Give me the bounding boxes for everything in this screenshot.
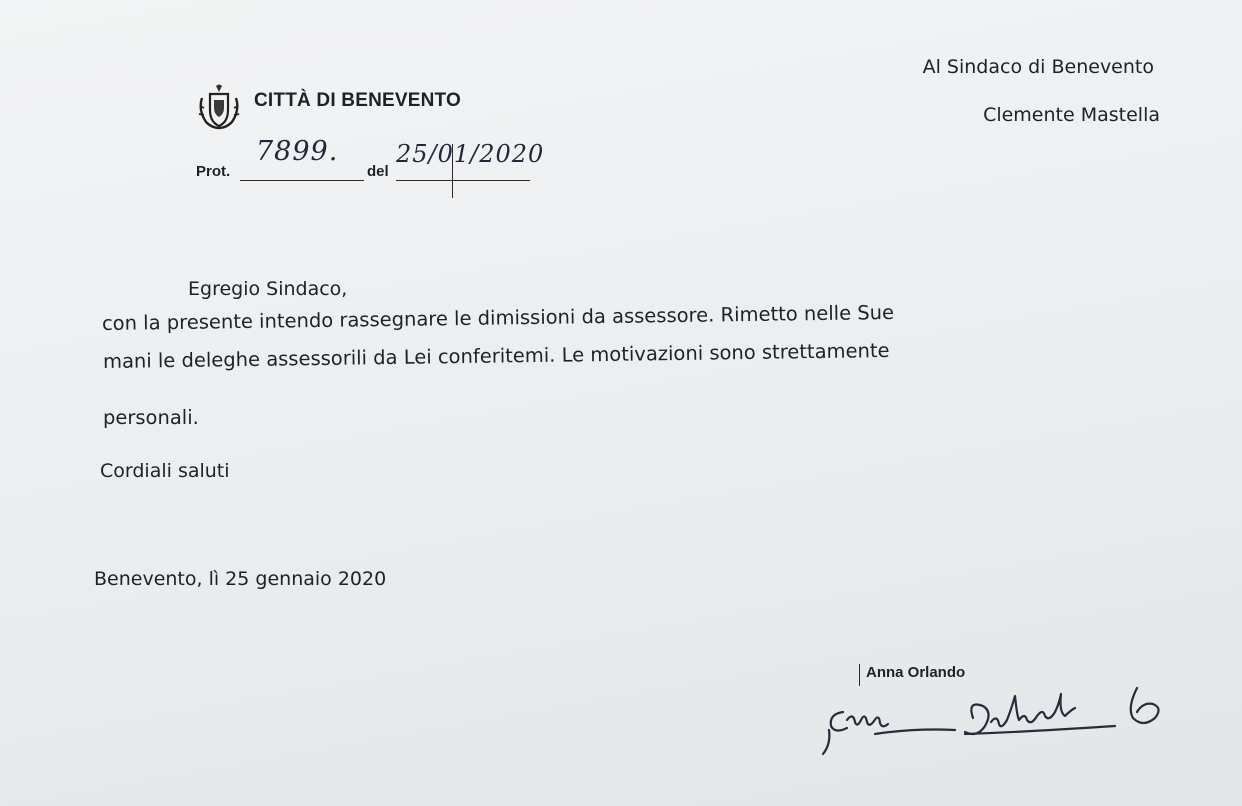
protocol-number: 7899. [256, 136, 339, 167]
stamp-city-name: CITTÀ DI BENEVENTO [254, 90, 461, 111]
recipient-name: Clemente Mastella [983, 104, 1160, 126]
date-label: del [367, 163, 389, 180]
place-and-date: Benevento, lì 25 gennaio 2020 [94, 568, 387, 590]
closing: Cordiali saluti [100, 460, 230, 482]
body-line: con la presente intendo rassegnare le dimissioni da assessore. Rimetto nelle Sue [101, 300, 895, 335]
city-crest-icon [196, 84, 254, 134]
protocol-number-line [240, 180, 364, 181]
protocol-stamp [196, 80, 596, 200]
body-line: mani le deleghe assessorili da Lei conferitemi. Le motivazioni sono strettamente [102, 339, 890, 373]
recipient-title: Al Sindaco di Benevento [922, 56, 1154, 78]
protocol-date-line [396, 180, 530, 181]
salutation: Egregio Sindaco, [188, 278, 348, 300]
handwritten-signature [815, 660, 1195, 760]
protocol-date: 25/01/2020 [396, 140, 545, 168]
date-slash-mark [452, 144, 453, 198]
protocol-label: Prot. [196, 163, 231, 180]
body-line: personali. [103, 406, 199, 429]
signer-name: Anna Orlando [866, 664, 966, 681]
